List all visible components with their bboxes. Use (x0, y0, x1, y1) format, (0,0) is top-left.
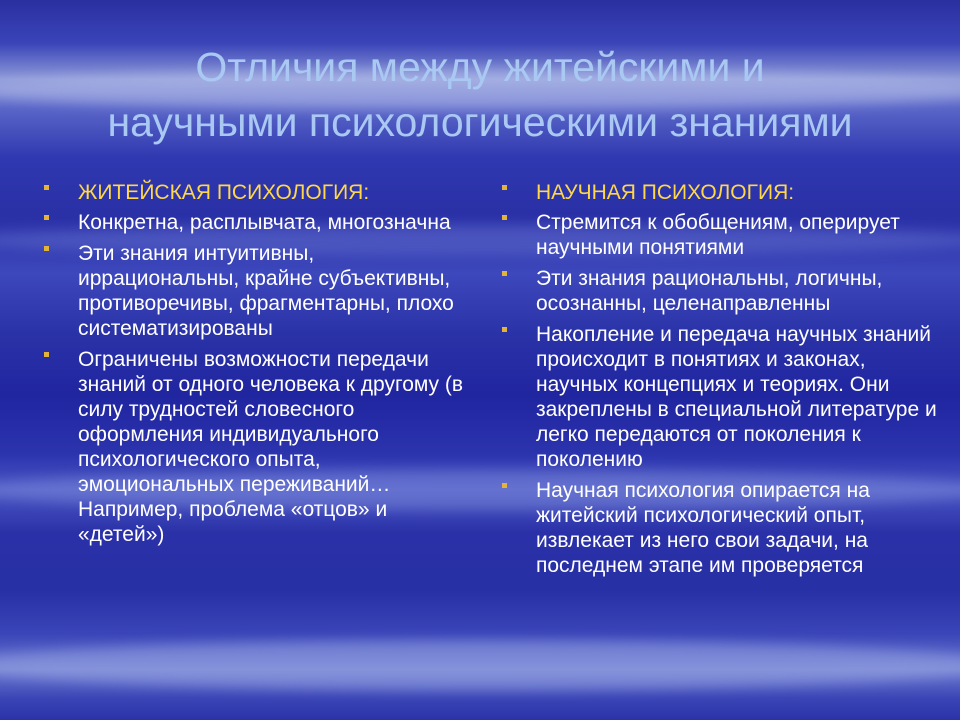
square-bullet-icon (44, 215, 49, 220)
slide-title (0, 40, 960, 150)
background-streak (0, 640, 960, 690)
title-line-2: научными психологическими знаниями (107, 99, 853, 145)
list-item (500, 210, 940, 260)
square-bullet-icon (502, 327, 507, 332)
square-bullet-icon (502, 185, 507, 190)
list-item-text: Ограничены возможности передачи знаний от одного человека к другому (в силу трудностей словесного оформления индивидуального психологического опыта, эмоциональных переживаний…Например, проблема «отцов» и «детей») (78, 348, 464, 546)
square-bullet-icon (502, 215, 507, 220)
square-bullet-icon (502, 483, 507, 488)
title-line-1: Отличия между житейскими и (195, 44, 765, 90)
list-item-text: Стремится к обобщениям, оперирует научными понятиями (536, 211, 900, 259)
header-text: ЖИТЕЙСКАЯ ПСИХОЛОГИЯ: (78, 181, 370, 204)
everyday-psychology-column (42, 180, 474, 553)
square-bullet-icon (502, 271, 507, 276)
scientific-psychology-header (500, 180, 940, 205)
scientific-psychology-list (500, 180, 940, 578)
square-bullet-icon (44, 185, 49, 190)
list-item (500, 478, 940, 578)
list-item (500, 322, 940, 472)
list-item (42, 347, 474, 547)
list-item (500, 266, 940, 316)
square-bullet-icon (44, 246, 49, 251)
list-item-text: Научная психология опирается на житейский психологический опыт, извлекает из него свои задачи, на последнем этапе им проверяется (536, 479, 870, 577)
header-text: НАУЧНАЯ ПСИХОЛОГИЯ: (536, 181, 795, 204)
list-item-text: Накопление и передача научных знаний происходит в понятиях и законах, научных концепциях и теориях. Они закреплены в специальной литературе и легко передаются от поколения к поколению (536, 323, 937, 471)
everyday-psychology-header (42, 180, 474, 205)
list-item-text: Эти знания рациональны, логичны, осознанны, целенаправленны (536, 267, 883, 315)
everyday-psychology-list (42, 180, 474, 547)
list-item (42, 210, 474, 235)
scientific-psychology-column (500, 180, 940, 584)
square-bullet-icon (44, 352, 49, 357)
list-item (42, 241, 474, 341)
list-item-text: Конкретна, расплывчата, многозначна (78, 211, 451, 234)
list-item-text: Эти знания интуитивны, иррациональны, крайне субъективны, противоречивы, фрагментарны, плохо систематизированы (78, 242, 454, 340)
